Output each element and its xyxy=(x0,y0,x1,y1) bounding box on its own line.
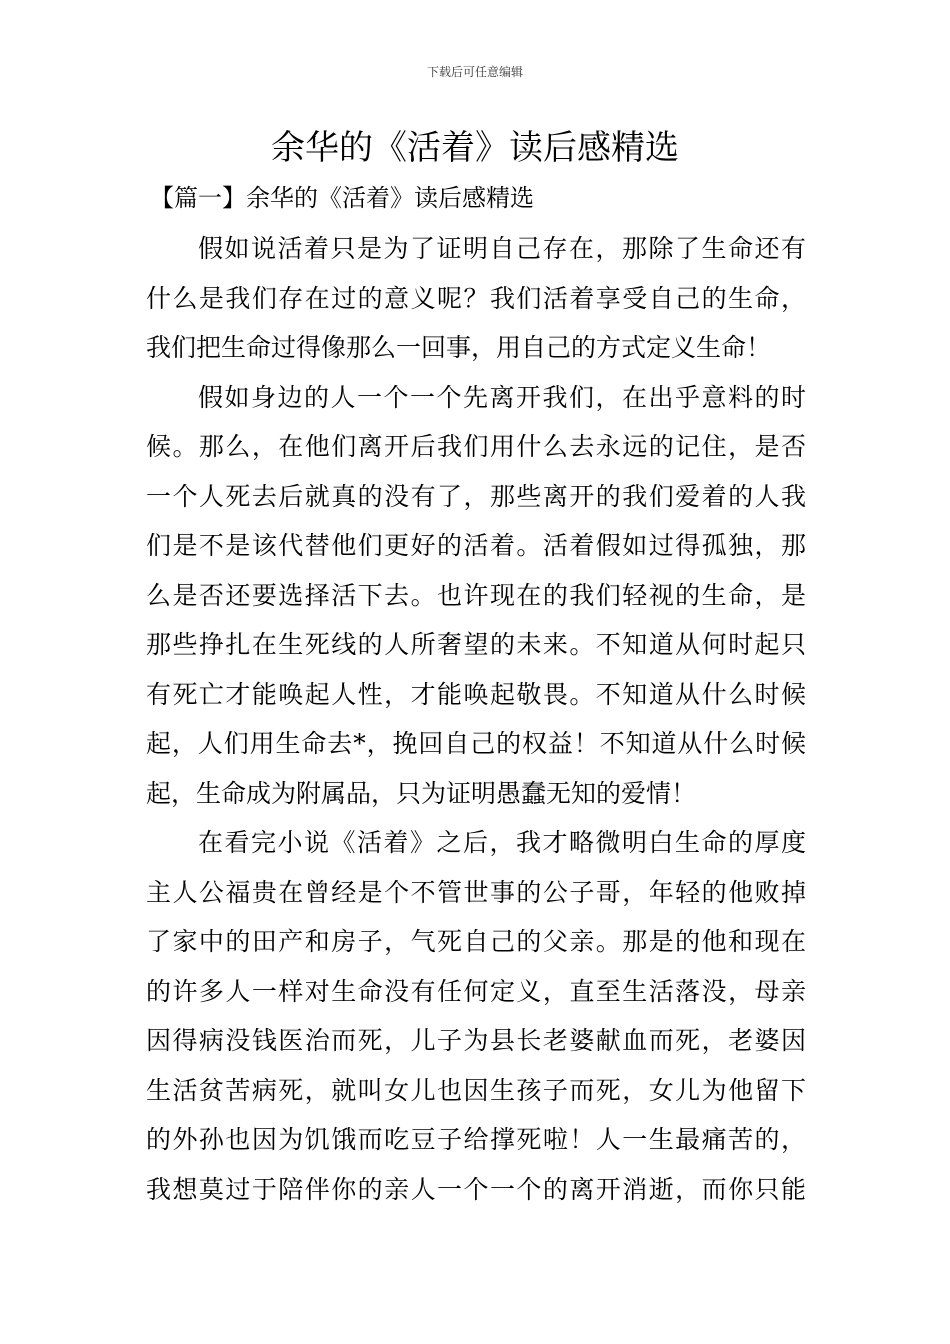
text-line: 候。那么，在他们离开后我们用什么去永远的记住，是否 xyxy=(146,432,806,461)
text-line: 的许多人一样对生命没有任何定义，直至生活落没，母亲 xyxy=(146,976,806,1006)
paragraph-1 xyxy=(146,228,806,377)
text-line: 有死亡才能唤起人性，才能唤起敬畏。不知道从什么时候 xyxy=(146,679,806,709)
text-line: 假如身边的人一个一个先离开我们，在出乎意料的时 xyxy=(198,382,806,412)
text-line: 么是否还要选择活下去。也许现在的我们轻视的生命，是 xyxy=(146,580,806,610)
text-line: 起，生命成为附属品，只为证明愚蠢无知的爱情！ xyxy=(146,778,697,808)
text-line: 们是不是该代替他们更好的活着。活着假如过得孤独，那 xyxy=(146,531,806,560)
text-line: 起，人们用生命去*，挽回自己的权益！不知道从什么时候 xyxy=(146,729,806,758)
paragraph-2 xyxy=(146,377,806,823)
section-heading: 【篇一】余华的《活着》读后感精选 xyxy=(150,184,534,212)
document-title: 余华的《活着》读后感精选 xyxy=(271,128,679,168)
text-line: 的外孙也因为饥饿而吃豆子给撑死啦！人一生最痛苦的， xyxy=(146,1125,806,1154)
header-note: 下载后可任意编辑 xyxy=(426,65,523,79)
text-line: 因得病没钱医治而死，儿子为县长老婆献血而死，老婆因 xyxy=(146,1026,806,1055)
text-line: 什么是我们存在过的意义呢？我们活着享受自己的生命， xyxy=(146,283,806,313)
text-line: 主人公福贵在曾经是个不管世事的公子哥，年轻的他败掉 xyxy=(146,877,806,907)
text-line: 了家中的田产和房子，气死自己的父亲。那是的他和现在 xyxy=(146,927,806,956)
text-line: 假如说活着只是为了证明自己存在，那除了生命还有 xyxy=(198,234,806,263)
paragraph-3 xyxy=(146,822,806,1218)
text-line: 在看完小说《活着》之后，我才略微明白生命的厚度 xyxy=(198,828,806,857)
text-line: 生活贫苦病死，就叫女儿也因生孩子而死，女儿为他留下 xyxy=(146,1075,806,1105)
text-line: 我想莫过于陪伴你的亲人一个一个的离开消逝，而你只能 xyxy=(146,1174,806,1204)
text-line: 那些挣扎在生死线的人所奢望的未来。不知道从何时起只 xyxy=(146,630,806,659)
text-line: 一个人死去后就真的没有了，那些离开的我们爱着的人我 xyxy=(146,481,806,511)
text-line: 我们把生命过得像那么一回事，用自己的方式定义生命！ xyxy=(146,333,772,362)
document-body xyxy=(146,228,806,1218)
